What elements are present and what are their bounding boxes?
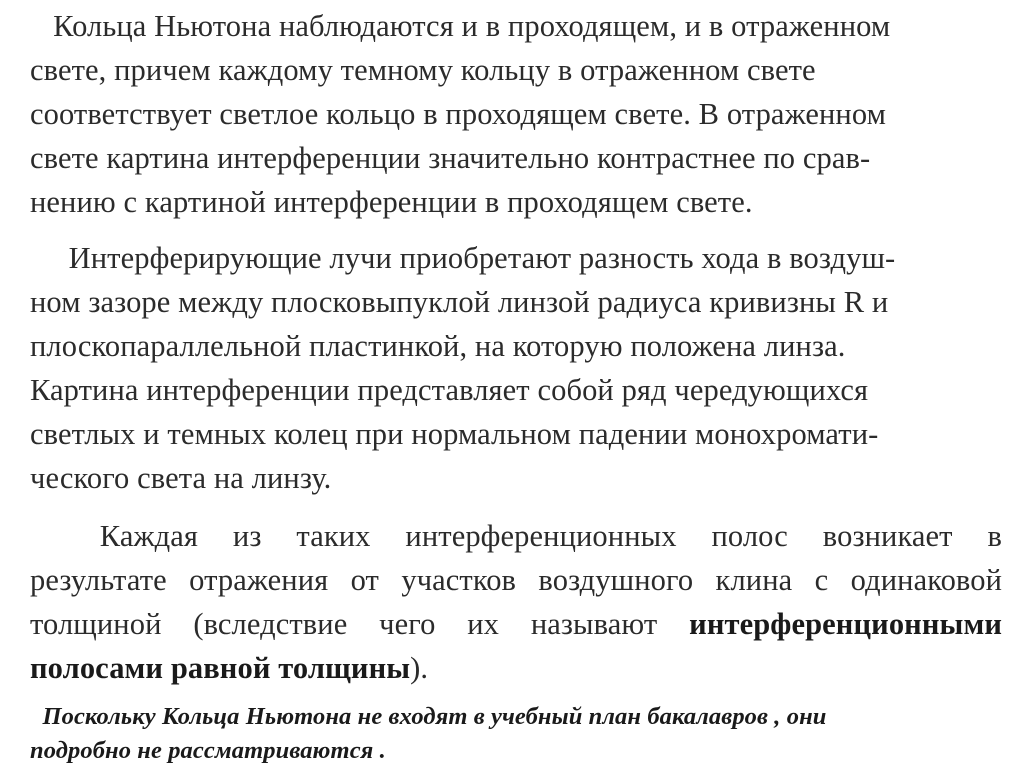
paragraph3-line-1: Каждая из таких интерференционных полос возникает в — [30, 519, 1002, 553]
paragraph2-line-5: светлых и темных колец при нормальном падении монохромати- — [30, 417, 879, 451]
paragraph2-line-6: ческого света на линзу. — [30, 461, 332, 495]
paragraph1-line-5: нению с картиной интерференции в проходящем свете. — [30, 185, 753, 219]
paragraph1-line-4: свете картина интерференции значительно контрастнее по срав- — [30, 141, 871, 175]
paragraph3-line-3-text: толщиной (вследствие чего их называют — [30, 607, 658, 641]
paragraph3-line-4-end: ). — [410, 651, 429, 685]
note-not-in-curriculum — [30, 700, 1002, 768]
paragraph3-line-2: результате отражения от участков воздушного клина с одинаковой — [30, 563, 1002, 597]
paragraph2-line-4: Картина интерференции представляет собой ряд чередующихся — [30, 373, 869, 407]
paragraph3-line-4 — [30, 646, 1002, 690]
paragraph-equal-thickness-fringes — [30, 514, 1002, 690]
paragraph2-line-1: Интерферирующие лучи приобретают разность хода в воздуш- — [30, 241, 896, 275]
paragraph-newton-rings-transmitted-reflected — [30, 4, 1002, 224]
term-equal-thickness-fringes: полосами равной толщины — [30, 651, 411, 685]
paragraph3-line-3 — [30, 602, 1002, 646]
paragraph-interfering-rays — [30, 236, 1002, 500]
term-interference-fringes: интерференционными — [689, 607, 1002, 641]
paragraph2-line-2: ном зазоре между плосковыпуклой линзой радиуса кривизны R и — [30, 285, 889, 319]
note-line-2: подробно не рассматриваются . — [30, 737, 386, 764]
note-line-1: Поскольку Кольца Ньютона не входят в учебный план бакалавров , они — [30, 703, 827, 730]
paragraph1-line-2: свете, причем каждому темному кольцу в отраженном свете — [30, 53, 816, 87]
paragraph2-line-3: плоскопараллельной пластинкой, на которую положена линза. — [30, 329, 846, 363]
paragraph1-line-1: Кольца Ньютона наблюдаются и в проходящем, и в отраженном — [30, 9, 891, 43]
paragraph1-line-3: соответствует светлое кольцо в проходящем свете. В отраженном — [30, 97, 886, 131]
